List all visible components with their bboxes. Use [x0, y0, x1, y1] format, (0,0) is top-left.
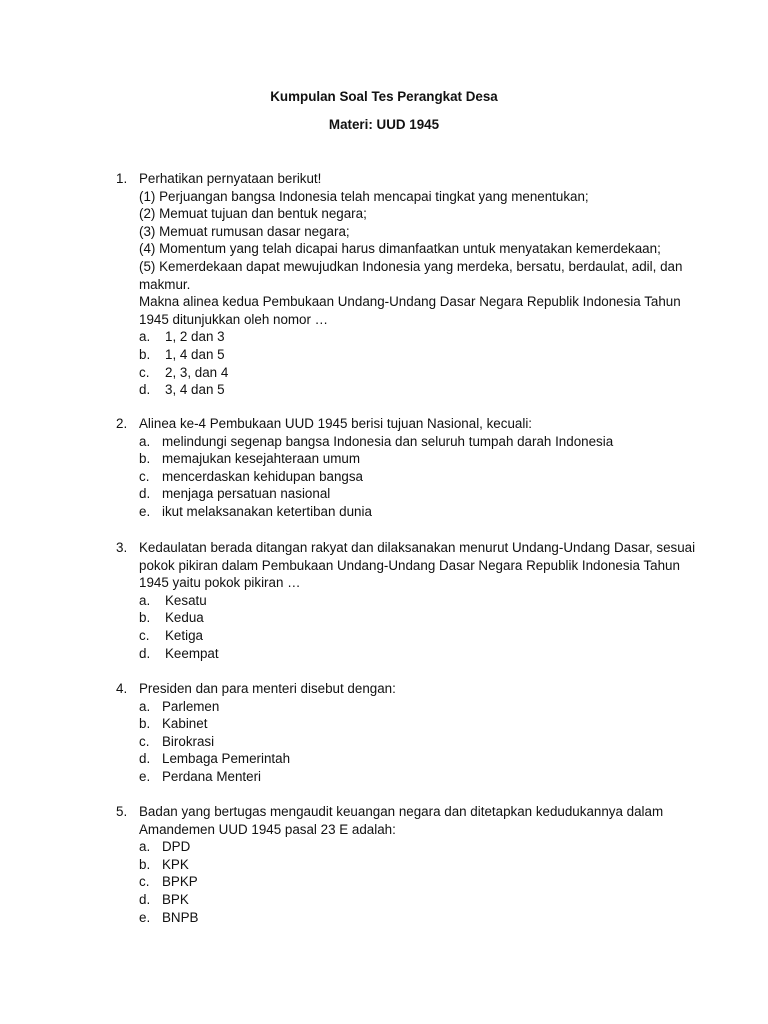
answer-option[interactable]: [139, 698, 676, 716]
option-text: 2, 3, dan 4: [165, 364, 229, 380]
answer-option[interactable]: [139, 381, 676, 399]
document-subtitle: Materi: UUD 1945: [328, 117, 440, 132]
answer-option[interactable]: [139, 645, 676, 663]
question-text-line: Badan yang bertugas mengaudit keuangan negara dan ditetapkan kedudukannya dalam: [139, 804, 664, 819]
option-text: memajukan kesejahteraan umum: [162, 451, 360, 467]
question-text-line: 1945 yaitu pokok pikiran …: [139, 575, 301, 591]
answer-option[interactable]: [139, 768, 676, 786]
answer-option[interactable]: [139, 450, 676, 468]
question-text-line: Makna alinea kedua Pembukaan Undang-Undang Dasar Negara Republik Indonesia Tahun: [139, 294, 681, 310]
option-letter: b.: [139, 451, 151, 467]
option-letter: e.: [139, 768, 151, 784]
option-text: Birokrasi: [162, 733, 215, 749]
answer-options: [139, 592, 676, 662]
option-text: 1, 4 dan 5: [165, 346, 225, 362]
question-text-line: (4) Momentum yang telah dicapai harus dimanfaatkan untuk menyatakan kemerdekaan;: [139, 241, 661, 257]
option-letter: e.: [139, 503, 151, 519]
question-text-line: makmur.: [139, 276, 191, 292]
question-body: [139, 539, 696, 662]
option-text: Lembaga Pemerintah: [162, 751, 291, 767]
answer-option[interactable]: [139, 891, 676, 909]
answer-option[interactable]: [139, 346, 676, 364]
answer-options: [139, 838, 676, 926]
option-letter: a.: [139, 329, 151, 345]
question-text-line: Kedaulatan berada ditangan rakyat dan dilaksanakan menurut Undang-Undang Dasar, sesuai: [139, 540, 696, 555]
option-text: 1, 2 dan 3: [165, 329, 225, 345]
question-text-line: (1) Perjuangan bangsa Indonesia telah mencapai tingkat yang menentukan;: [139, 188, 589, 204]
answer-option[interactable]: [139, 485, 676, 503]
question-body: [139, 170, 683, 399]
answer-option[interactable]: [139, 873, 676, 891]
answer-option[interactable]: [139, 609, 676, 627]
option-letter: d.: [139, 382, 151, 398]
question-text-line: pokok pikiran dalam Pembukaan Undang-Undang Dasar Negara Republik Indonesia Tahun: [139, 557, 680, 573]
option-letter: a.: [139, 592, 151, 608]
question-1: [116, 170, 683, 399]
question-number: 1.: [116, 171, 128, 186]
answer-option[interactable]: [139, 468, 676, 486]
option-text: Keempat: [165, 645, 219, 661]
option-letter: d.: [139, 486, 151, 502]
question-5: [116, 803, 676, 926]
option-text: Kedua: [165, 610, 204, 626]
question-text-line: Presiden dan para menteri disebut dengan:: [139, 681, 396, 696]
option-letter: d.: [139, 645, 151, 661]
option-letter: a.: [139, 433, 151, 449]
answer-option[interactable]: [139, 364, 676, 382]
answer-option[interactable]: [139, 715, 676, 733]
option-letter: c.: [139, 874, 150, 890]
question-number: 5.: [116, 804, 128, 819]
option-text: BPKP: [162, 874, 198, 890]
question-text-line: Alinea ke-4 Pembukaan UUD 1945 berisi tujuan Nasional, kecuali:: [139, 416, 533, 431]
option-letter: b.: [139, 346, 151, 362]
document-title: Kumpulan Soal Tes Perangkat Desa: [270, 89, 498, 104]
option-text: melindungi segenap bangsa Indonesia dan seluruh tumpah darah Indonesia: [162, 433, 614, 449]
question-number: 3.: [116, 540, 128, 555]
option-letter: b.: [139, 610, 151, 626]
option-text: menjaga persatuan nasional: [162, 486, 331, 502]
answer-option[interactable]: [139, 750, 676, 768]
option-text: Kesatu: [165, 592, 207, 608]
option-text: KPK: [162, 856, 189, 872]
option-letter: a.: [139, 839, 151, 855]
option-text: Kabinet: [162, 716, 208, 732]
option-text: ikut melaksanakan ketertiban dunia: [162, 503, 372, 519]
question-2: [116, 415, 676, 521]
answer-option[interactable]: [139, 856, 676, 874]
answer-options: [139, 328, 676, 398]
option-text: 3, 4 dan 5: [165, 382, 225, 398]
answer-option[interactable]: [139, 733, 676, 751]
question-number: 2.: [116, 416, 128, 431]
question-number: 4.: [116, 681, 128, 696]
option-letter: e.: [139, 909, 151, 925]
option-letter: c.: [139, 733, 150, 749]
option-text: mencerdaskan kehidupan bangsa: [162, 468, 364, 484]
question-text-line: Amandemen UUD 1945 pasal 23 E adalah:: [139, 821, 396, 837]
question-text-line: (3) Memuat rumusan dasar negara;: [139, 223, 350, 239]
answer-options: [139, 698, 676, 786]
option-letter: c.: [139, 468, 150, 484]
answer-option[interactable]: [139, 627, 676, 645]
question-text-line: (2) Memuat tujuan dan bentuk negara;: [139, 206, 367, 222]
option-text: BNPB: [162, 909, 199, 925]
option-letter: c.: [139, 364, 150, 380]
option-text: Parlemen: [162, 698, 220, 714]
question-body: [139, 415, 676, 521]
option-text: BPK: [162, 891, 189, 907]
answer-option[interactable]: [139, 433, 676, 451]
question-4: [116, 680, 676, 786]
option-text: DPD: [162, 839, 191, 855]
answer-option[interactable]: [139, 328, 676, 346]
answer-options: [139, 433, 676, 521]
question-text-line: Perhatikan pernyataan berikut!: [139, 171, 322, 186]
option-letter: d.: [139, 891, 151, 907]
question-3: [116, 539, 696, 662]
option-text: Perdana Menteri: [162, 768, 261, 784]
answer-option[interactable]: [139, 592, 676, 610]
option-letter: a.: [139, 698, 151, 714]
option-letter: d.: [139, 751, 151, 767]
answer-option[interactable]: [139, 838, 676, 856]
answer-option[interactable]: [139, 503, 676, 521]
option-letter: b.: [139, 716, 151, 732]
option-letter: b.: [139, 856, 151, 872]
answer-option[interactable]: [139, 909, 676, 927]
option-text: Ketiga: [165, 627, 203, 643]
question-body: [139, 803, 676, 926]
question-body: [139, 680, 676, 786]
question-text-line: (5) Kemerdekaan dapat mewujudkan Indonesia yang merdeka, bersatu, berdaulat, adil, dan: [139, 258, 683, 274]
question-text-line: 1945 ditunjukkan oleh nomor …: [139, 311, 329, 327]
option-letter: c.: [139, 627, 150, 643]
